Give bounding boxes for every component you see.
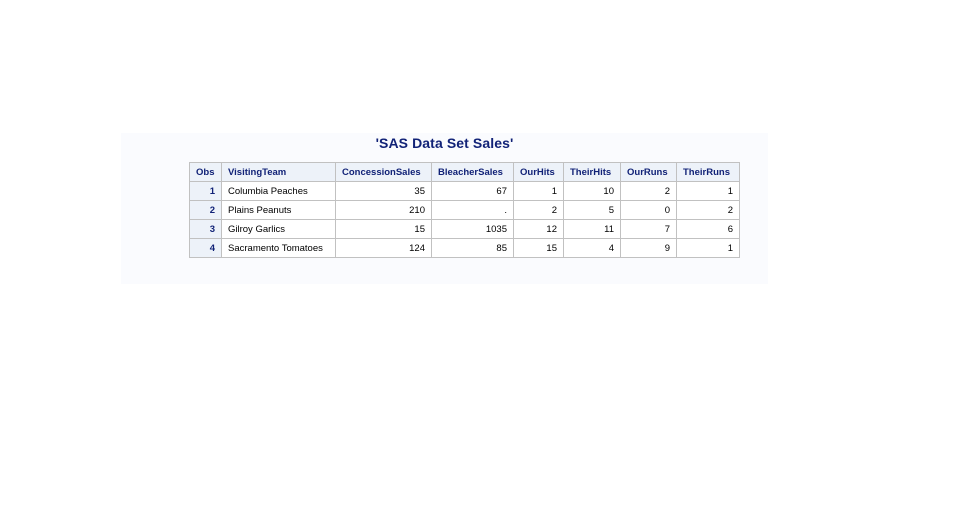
concessionsales-cell: 210: [336, 201, 432, 220]
column-header-ourhits: OurHits: [514, 163, 564, 182]
column-header-concessionsales: ConcessionSales: [336, 163, 432, 182]
obs-cell: 1: [190, 182, 222, 201]
ourhits-cell: 15: [514, 239, 564, 258]
column-header-ourruns: OurRuns: [621, 163, 677, 182]
column-header-theirruns: TheirRuns: [677, 163, 740, 182]
theirruns-cell: 1: [677, 182, 740, 201]
obs-cell: 2: [190, 201, 222, 220]
report-panel: [121, 133, 768, 284]
theirhits-cell: 10: [564, 182, 621, 201]
theirruns-cell: 1: [677, 239, 740, 258]
bleachersales-cell: 1035: [432, 220, 514, 239]
column-header-visitingteam: VisitingTeam: [222, 163, 336, 182]
concessionsales-cell: 124: [336, 239, 432, 258]
obs-cell: 4: [190, 239, 222, 258]
ourhits-cell: 12: [514, 220, 564, 239]
theirhits-cell: 5: [564, 201, 621, 220]
bleachersales-cell: 85: [432, 239, 514, 258]
table-row: [190, 201, 740, 220]
table-row: [190, 182, 740, 201]
theirhits-cell: 4: [564, 239, 621, 258]
sales-table: [189, 162, 740, 258]
column-header-obs: Obs: [190, 163, 222, 182]
visitingteam-cell: Gilroy Garlics: [222, 220, 336, 239]
ourruns-cell: 0: [621, 201, 677, 220]
theirruns-cell: 2: [677, 201, 740, 220]
ourhits-cell: 1: [514, 182, 564, 201]
ourruns-cell: 9: [621, 239, 677, 258]
header-row: [190, 163, 740, 182]
obs-cell: 3: [190, 220, 222, 239]
ourruns-cell: 2: [621, 182, 677, 201]
ourhits-cell: 2: [514, 201, 564, 220]
concessionsales-cell: 15: [336, 220, 432, 239]
report-title: 'SAS Data Set Sales': [375, 135, 514, 151]
visitingteam-cell: Columbia Peaches: [222, 182, 336, 201]
bleachersales-cell: 67: [432, 182, 514, 201]
table-row: [190, 239, 740, 258]
visitingteam-cell: Plains Peanuts: [222, 201, 336, 220]
ourruns-cell: 7: [621, 220, 677, 239]
theirhits-cell: 11: [564, 220, 621, 239]
column-header-theirhits: TheirHits: [564, 163, 621, 182]
column-header-bleachersales: BleacherSales: [432, 163, 514, 182]
concessionsales-cell: 35: [336, 182, 432, 201]
visitingteam-cell: Sacramento Tomatoes: [222, 239, 336, 258]
table-row: [190, 220, 740, 239]
theirruns-cell: 6: [677, 220, 740, 239]
bleachersales-cell: .: [432, 201, 514, 220]
